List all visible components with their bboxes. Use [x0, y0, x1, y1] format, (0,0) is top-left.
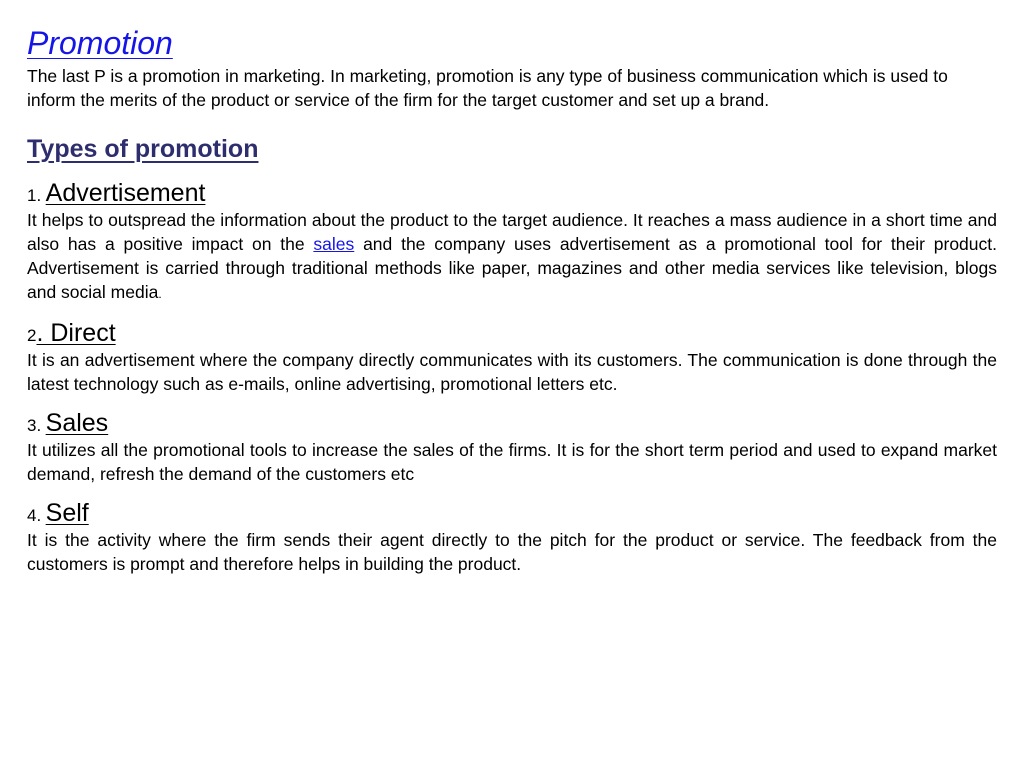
- item-title: Self: [45, 499, 89, 527]
- item-text-end: .: [158, 287, 162, 301]
- section-title: Types of promotion: [27, 135, 259, 163]
- item-heading: [27, 498, 997, 528]
- list-item-self: [27, 498, 997, 576]
- item-heading: [27, 178, 997, 208]
- list-item-advertisement: [27, 178, 997, 306]
- page-title[interactable]: Promotion: [27, 25, 173, 61]
- item-description: [27, 208, 997, 306]
- item-number: 1.: [27, 186, 42, 205]
- item-number: 4.: [27, 506, 42, 525]
- item-description: It is the activity where the firm sends their agent directly to the pitch for the product or service. The feedback from the customers is prompt and therefore helps in building the product.: [27, 530, 997, 574]
- item-title: Sales: [45, 409, 109, 437]
- item-heading: [27, 318, 997, 348]
- document-page: [27, 24, 997, 576]
- item-number: 2: [27, 326, 37, 345]
- item-number: 3.: [27, 416, 42, 435]
- list-item-direct: [27, 318, 997, 396]
- sales-link[interactable]: sales: [313, 234, 355, 254]
- item-description: It is an advertisement where the company directly communicates with its customers. The communication is done through the latest technology such as e-mails, online advertising, promotional letters etc.: [27, 350, 997, 394]
- intro-paragraph: The last P is a promotion in marketing. In marketing, promotion is any type of business communication which is used to inform the merits of the product or service of the firm for the target customer and set up a brand.: [27, 66, 948, 110]
- list-item-sales: [27, 408, 997, 486]
- item-text-before-link: It helps to outspread the information about the product to the target audience. It reaches a mass audience in a short time and also has a positive impact on the: [27, 210, 997, 254]
- item-text-after-link: and the company uses advertisement as a promotional tool for their product. Advertisement is carried through traditional methods like paper, magazines and other media services like television, blogs and social media: [27, 234, 997, 302]
- item-title: . Direct: [36, 319, 116, 347]
- item-description: It utilizes all the promotional tools to increase the sales of the firms. It is for the short term period and used to expand market demand, refresh the demand of the customers etc: [27, 440, 997, 484]
- item-title: Advertisement: [45, 179, 206, 207]
- item-heading: [27, 408, 997, 438]
